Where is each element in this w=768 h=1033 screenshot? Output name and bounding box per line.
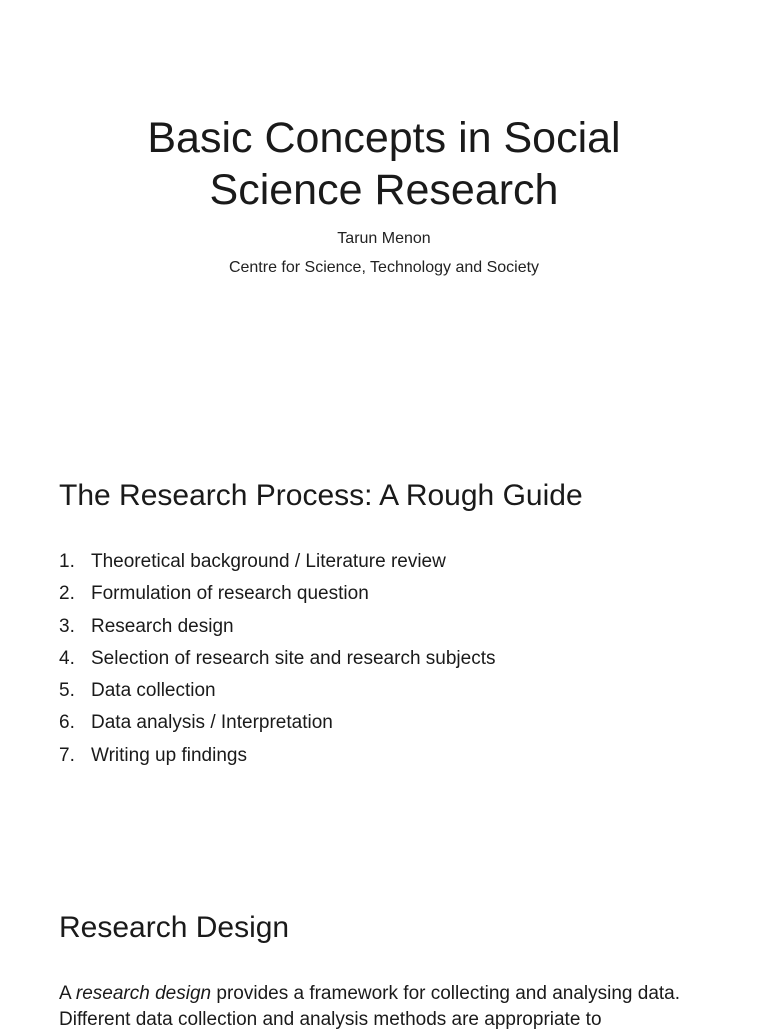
- process-heading: The Research Process: A Rough Guide: [59, 479, 583, 512]
- step-text: Formulation of research question: [91, 583, 369, 605]
- design-paragraph: [59, 981, 719, 1033]
- list-item: [59, 643, 496, 675]
- title-slide: [0, 0, 768, 432]
- research-design-slide: [0, 864, 768, 1030]
- list-item: [59, 546, 496, 578]
- step-number: 4.: [59, 647, 75, 669]
- author-affiliation: Centre for Science, Technology and Society: [228, 259, 540, 276]
- step-number: 2.: [59, 583, 75, 605]
- design-text-prefix: A: [59, 983, 76, 1004]
- design-text-emphasis: research design: [75, 983, 212, 1004]
- list-item: [59, 707, 496, 739]
- research-process-slide: [0, 432, 768, 864]
- author-name: Tarun Menon: [337, 230, 431, 247]
- list-item: [59, 578, 496, 610]
- design-heading: Research Design: [59, 911, 290, 944]
- list-item: [59, 740, 496, 772]
- list-item: [59, 611, 496, 643]
- step-text: Theoretical background / Literature review: [91, 551, 446, 572]
- list-item: [59, 675, 496, 707]
- step-number: 5.: [59, 680, 75, 702]
- step-number: 7.: [59, 744, 75, 766]
- step-text: Research design: [91, 615, 234, 637]
- title-line-2: Science Research: [209, 166, 559, 214]
- step-text: Data analysis / Interpretation: [91, 712, 333, 734]
- title-line-1: Basic Concepts in Social: [147, 114, 621, 162]
- step-number: 6.: [59, 712, 75, 734]
- presentation-title: [0, 112, 768, 216]
- step-number: 1.: [59, 551, 75, 572]
- design-text-rest: provides a framework for collecting and analysing data. Different data collection and analysis methods are appropriate to: [59, 983, 681, 1030]
- process-steps-list: [59, 546, 496, 772]
- step-text: Writing up findings: [91, 744, 247, 766]
- step-number: 3.: [59, 615, 75, 637]
- step-text: Data collection: [91, 680, 216, 702]
- step-text: Selection of research site and research subjects: [91, 647, 496, 669]
